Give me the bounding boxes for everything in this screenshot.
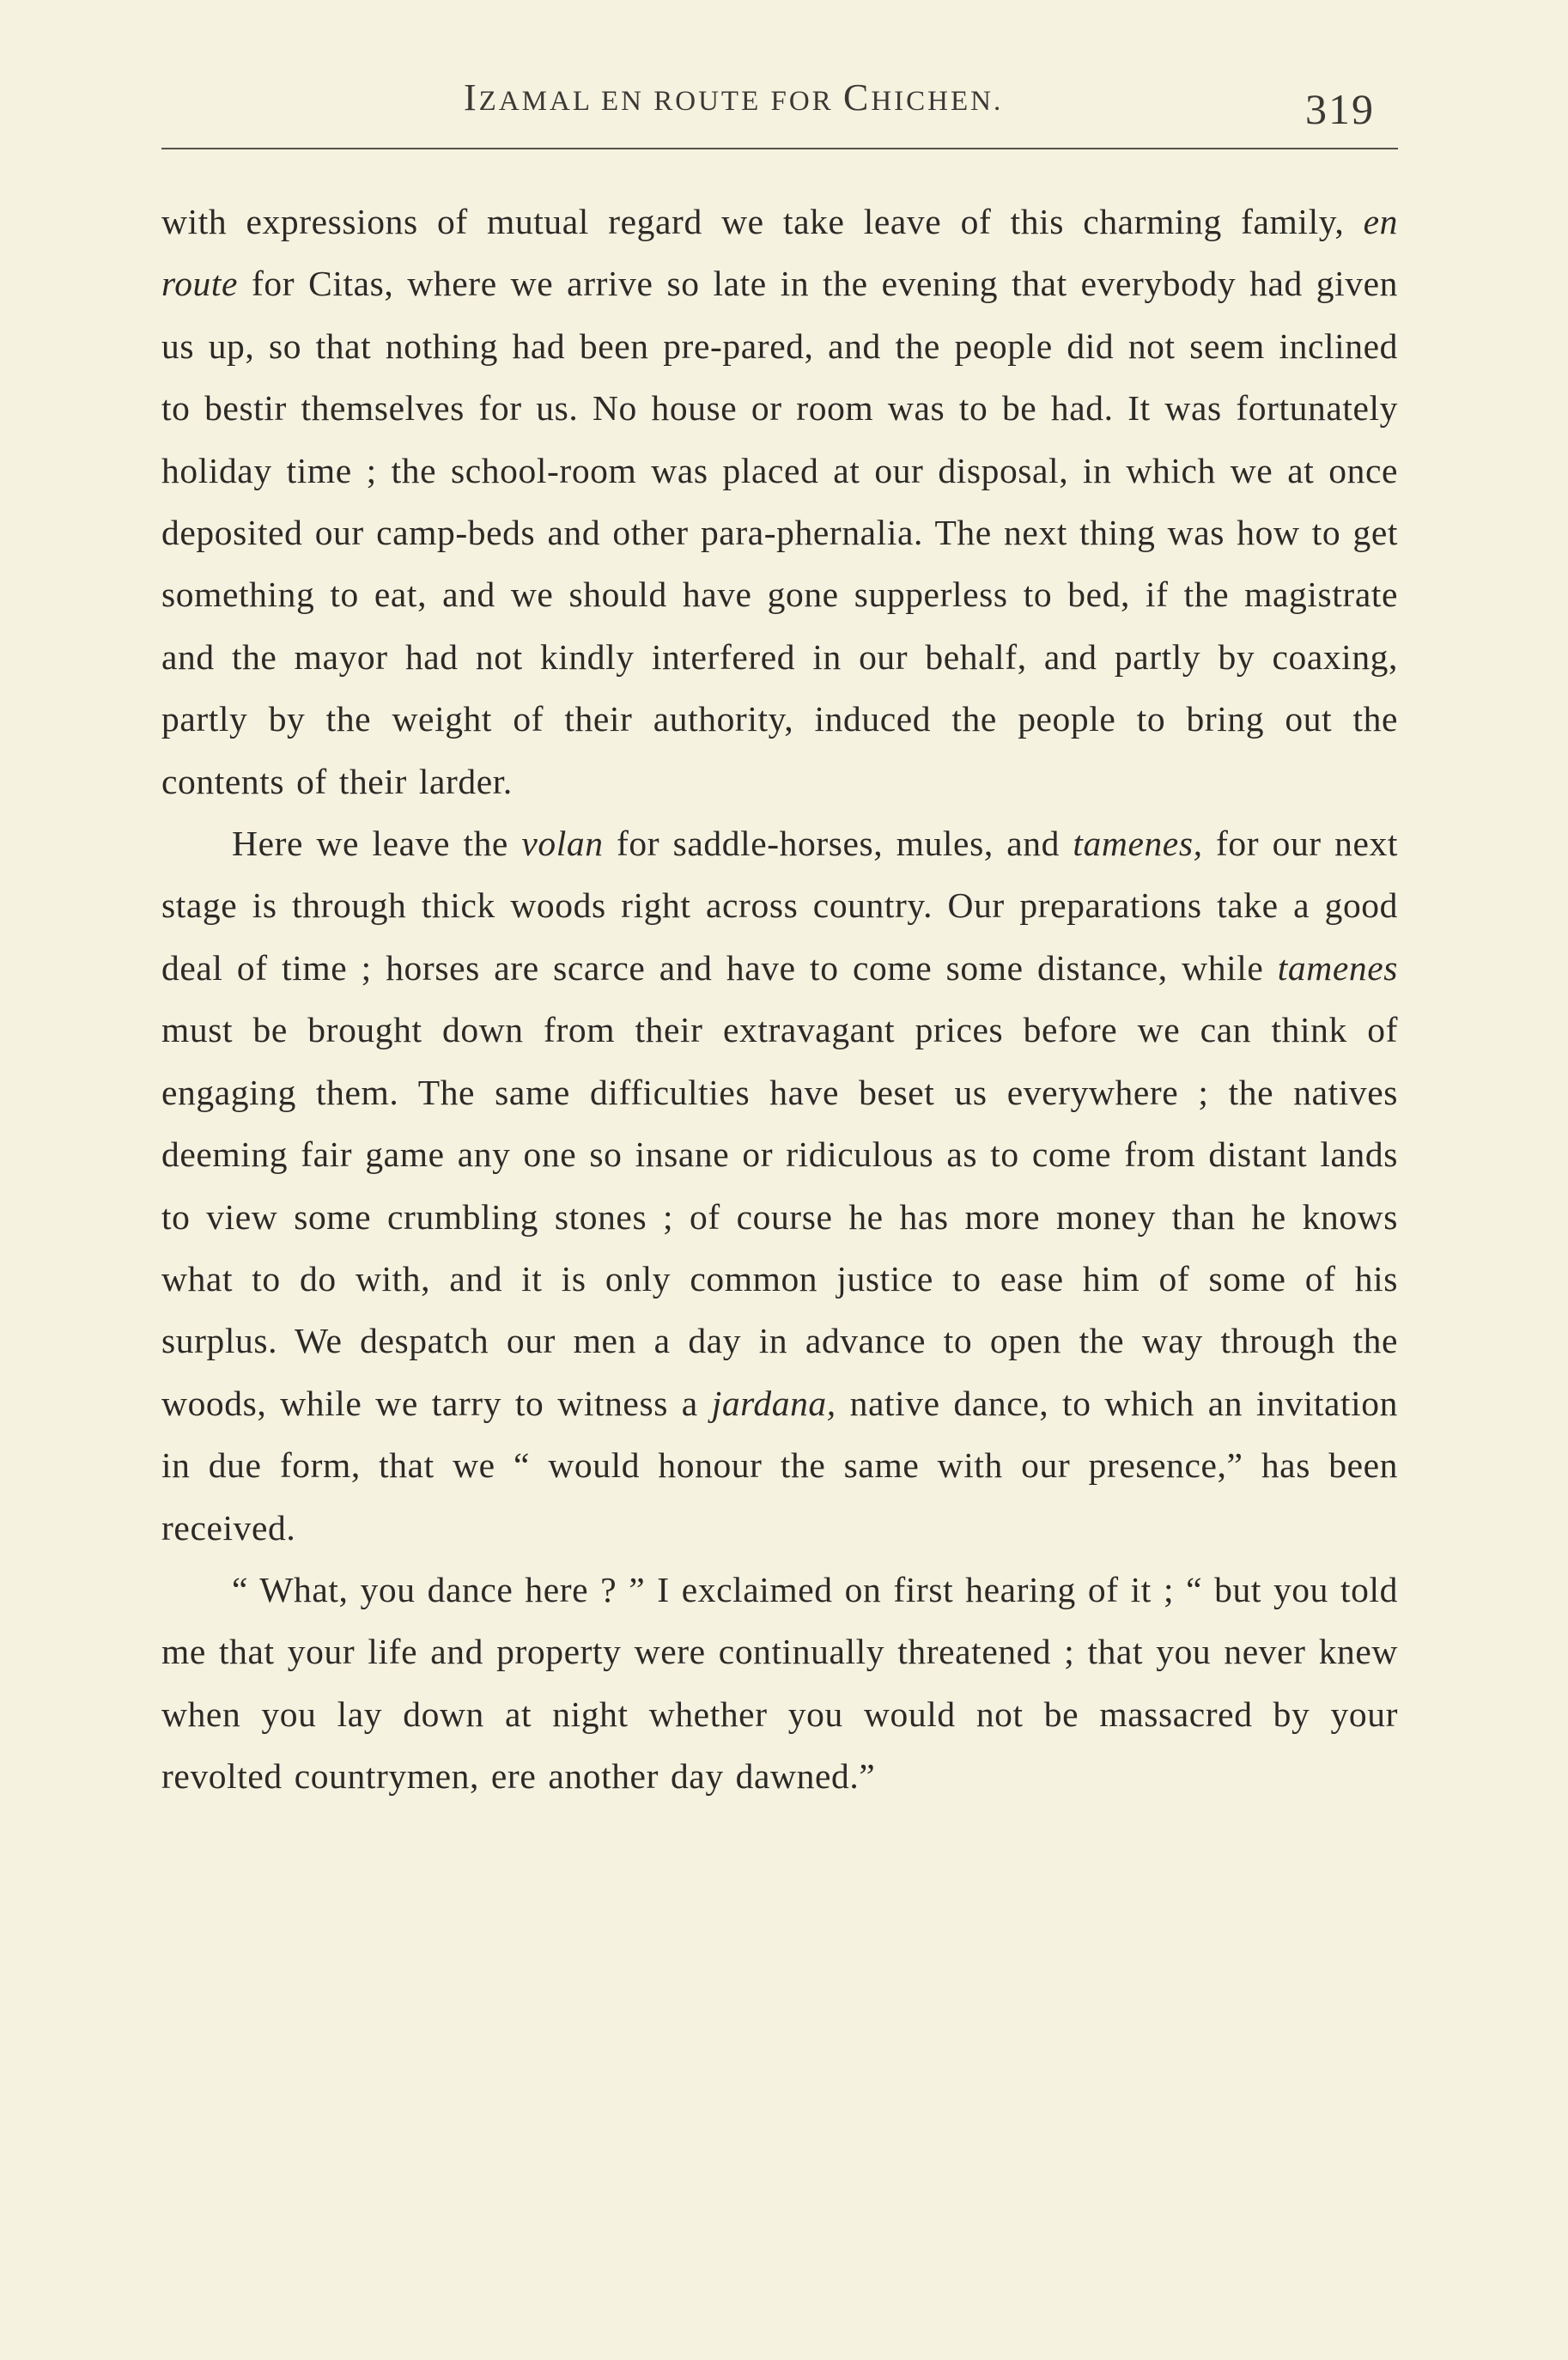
paragraph-2-italic-2: tamenes, — [1073, 824, 1203, 864]
paragraph-2-italic-1: volan — [521, 824, 604, 864]
paragraph-2-italic-3: tamenes — [1277, 947, 1398, 988]
body-text — [161, 191, 1398, 1808]
running-head-cap-2: C — [842, 76, 872, 119]
paragraph-2-text-5: native dance, to which an invitation in due form, that we “ would honour the same with our presence,” has been received. — [161, 1383, 1398, 1548]
paragraph-1-italic-1: en route — [161, 202, 1398, 304]
running-head-smallcaps-1: ZAMAL — [478, 86, 592, 117]
paragraph-3-text-1: “ What, you dance here ? ” I exclaimed on first hearing of it ; “ but you told me that your life and property were continually threatened ; that you never knew when you lay down at night whether you would not be massacred by your revolted countrymen, ere another day dawned.” — [161, 1569, 1398, 1797]
paragraph-1-text-1: with expressions of mutual regard we take leave of this charming family, — [161, 202, 1364, 241]
header-rule — [161, 148, 1398, 149]
paragraph-2-text-1: Here we leave the — [232, 824, 522, 864]
paragraph-2-text-3: for our next stage is through thick woods right across country. Our preparations take a good deal of time ; horses are scarce and have to come some distance, while — [161, 824, 1399, 988]
running-head-cap-1: I — [464, 76, 479, 119]
paragraph-2-text-4: must be brought down from their extravagant prices before we can think of engaging them. The same difficulties have beset us everywhere ; the natives deeming fair game any one so insane or ridiculous as to come from distant lands to view some crumbling stones ; of course he has more money than he knows what to do with, and it is only common justice to ease him of some of his surplus. We despatch our men a day in advance to open the way through the woods, while we tarry to witness a — [161, 1010, 1398, 1423]
paragraph-2 — [161, 812, 1398, 1559]
running-head-smallcaps-2: HICHEN. — [871, 86, 1004, 117]
paragraph-1 — [161, 191, 1398, 812]
paragraph-1-text-2: for Citas, where we arrive so late in the evening that everybody had given us up, so that nothing had been pre-pared, and the people did not seem inclined to bestir themselves for us. No house or room was to be had. It was fortunately holiday time ; the school-room was placed at our disposal, in which we at once deposited our camp-beds and other para-phernalia. The next thing was how to get something to eat, and we should have gone supperless to bed, if the magistrate and the mayor had not kindly interfered in our behalf, and partly by coaxing, partly by the weight of their authority, induced the people to bring out the contents of their larder. — [161, 264, 1398, 801]
paragraph-2-text-2: for saddle-horses, mules, and — [603, 824, 1073, 864]
paragraph-3 — [161, 1559, 1398, 1808]
running-head-middle: EN ROUTE FOR — [591, 86, 843, 117]
paragraph-2-italic-4: jardana, — [711, 1383, 836, 1423]
running-head — [464, 76, 1003, 119]
page-number: 319 — [1305, 85, 1375, 133]
